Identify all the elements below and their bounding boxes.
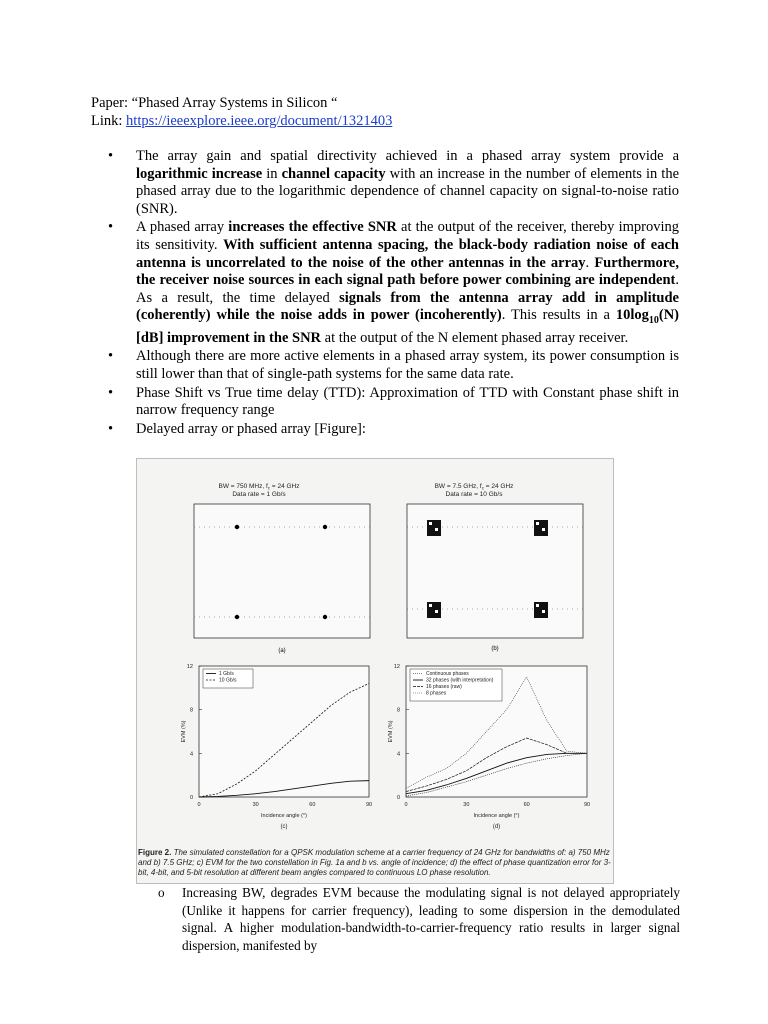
bullet-list (108, 148, 679, 439)
x-tick-label: 90 (583, 802, 591, 808)
bullet-text-segment: . (585, 254, 595, 271)
constellation-point (323, 525, 327, 529)
y-tick-label: 12 (393, 664, 400, 670)
bullet-icon: • (108, 384, 114, 401)
bullet-text-segment: logarithmic increase (136, 165, 263, 182)
bullet-item (108, 385, 679, 420)
chart-d (388, 664, 590, 830)
x-tick-label: 0 (197, 802, 201, 808)
figure-svg (137, 459, 613, 883)
legend-label: Continuous phases (426, 671, 469, 677)
y-tick-label: 8 (189, 707, 193, 714)
x-tick-label: 30 (252, 802, 259, 808)
legend-label: 8 phases (426, 690, 447, 697)
x-tick-label: 60 (523, 802, 530, 808)
bullet-icon: • (108, 420, 114, 437)
bullet-item (108, 148, 679, 218)
bullet-text-segment: A phased array (136, 219, 229, 236)
bullet-text-segment: Although there are more active elements in a phased array system, its power consumption is still lower than that of single-path systems for the same data rate. (136, 348, 679, 383)
legend-label: 1 Gb/s (219, 671, 234, 677)
constellation-point (235, 615, 239, 619)
y-tick-label: 0 (396, 795, 400, 801)
y-tick-label: 0 (189, 795, 193, 801)
link-line (91, 112, 392, 130)
y-axis-label: EVM (%) (181, 720, 187, 743)
bullet-text-segment: at the output of the receiver, thereby improving its sensitivity. (136, 219, 680, 253)
bullet-text-segment: with an increase in the number of elements in the phased array due to the logarithmic dependence of channel capacity on signal-to-noise ratio (SNR). (136, 165, 680, 217)
bullet-text-segment: signals from the antenna array add in amplitude (coherently) while the noise adds in power (incoherently) (136, 289, 679, 324)
bullet-icon: • (108, 219, 114, 236)
x-axis-label: Incidence angle (°) (261, 813, 307, 819)
legend-label: 32 phases (with interpretation) (426, 677, 494, 684)
panel-a-frame (194, 504, 370, 638)
x-tick-label: 90 (365, 802, 373, 808)
constellation-cluster (534, 520, 548, 536)
caption-text: The simulated constellation for a QPSK modulation scheme at a carrier frequency of 24 GHz for bandwidths of: a) 750 MHz and b) 7.5 GHz; c) EVM for the two constellation in Fig. 1a and b vs. angle of incidence; d) the effect of phase quantization error for 3-bit, 4-bit, and 5-bit resolution at different beam angles compared to continuous LO phase resolution. (138, 848, 611, 877)
paper-title: “Phased Array Systems in Silicon “ (131, 95, 338, 111)
caption-fig-label: Figure 2. (138, 848, 172, 857)
bullet-text-segment: 10 (648, 315, 659, 327)
bullet-text-segment: Phase Shift vs True time delay (TTD): Approximation of TTD with Constant phase shift in narrow frequency range (136, 384, 679, 419)
legend-label: 10 Gb/s (219, 677, 237, 684)
y-tick-label: 12 (186, 664, 193, 670)
constellation-point (235, 525, 239, 529)
panel-b-title-1: BW = 7.5 GHz, $f_c = 24$ GHz (434, 483, 514, 491)
hollow-bullet-icon: o (158, 885, 165, 900)
bullet-text-segment: Furthermore, the receiver noise sources in each signal path before power combining are independent (136, 254, 679, 289)
y-tick-label: 8 (396, 707, 400, 714)
bullet-text-segment: Delayed array or phased array [Figure]: (136, 420, 366, 437)
y-axis-label: EVM (%) (388, 720, 394, 743)
x-tick-label: 60 (309, 802, 316, 808)
bullet-text-segment: increases the effective SNR (228, 219, 397, 236)
panel-a-label: (a) (278, 648, 286, 654)
bullet-icon: • (108, 148, 114, 164)
sub-bullet (158, 884, 680, 954)
bullet-text-segment: (N) [dB] improvement in the SNR (136, 307, 679, 346)
panel-a-title-2: Data rate = 1 Gb/s (232, 491, 286, 498)
bullet-icon: • (108, 348, 114, 365)
panel-b-label: (b) (491, 646, 499, 652)
paper-label: Paper: (91, 95, 129, 111)
sub-bullet-text: Increasing BW, degrades EVM because the modulating signal is not delayed appropriately (Unlike it happens for carrier frequency), leading to some dispersion in the demodulated signal. A higher modulation-bandwidth-to-carrier-frequency ratio results in larger signal dispersion, manifested by (182, 885, 680, 953)
bullet-item (108, 348, 679, 383)
bullet-text-segment: With sufficient antenna spacing, the black-body radiation noise of each antenna is uncorrelated to the noise of the other antennas in the array (136, 236, 679, 271)
legend-label: 16 phases (raw) (426, 684, 462, 690)
bullet-text-segment: 10log (615, 307, 649, 324)
constellation-cluster (534, 602, 548, 618)
figure-caption (138, 848, 614, 878)
panel-b-title-2: Data rate = 10 Gb/s (445, 491, 503, 498)
y-tick-label: 4 (189, 751, 193, 758)
y-tick-label: 4 (396, 751, 400, 758)
bullet-item (108, 219, 679, 347)
constellation-cluster (427, 520, 441, 536)
bullet-text-segment: at the output of the N element phased array receiver. (321, 329, 629, 346)
x-tick-label: 30 (463, 802, 470, 808)
constellation-point (323, 615, 327, 619)
link-label: Link: (91, 113, 123, 129)
panel-a-title-1: BW = 750 MHz, $f_c = 24$ GHz (218, 483, 300, 491)
constellation-cluster (427, 602, 441, 618)
bullet-text-segment: The array gain and spatial directivity achieved in a phased array system provide a (136, 148, 679, 164)
panel-label: (c) (280, 824, 288, 830)
paper-line (91, 94, 337, 112)
bullet-text-segment: channel capacity (281, 165, 386, 182)
paper-link[interactable]: https://ieeexplore.ieee.org/document/1321403 (126, 113, 393, 129)
chart-c (181, 664, 372, 830)
bullet-item (108, 421, 679, 439)
x-axis-label: Incidence angle (°) (473, 813, 520, 819)
x-tick-label: 0 (404, 802, 408, 808)
bullet-text-segment: . This results in a (501, 307, 616, 324)
figure-image (136, 458, 614, 884)
bullet-text-segment: . As a result, the time delayed (136, 272, 679, 306)
bullet-text-segment: in (262, 165, 282, 182)
panel-label: (d) (492, 824, 501, 830)
